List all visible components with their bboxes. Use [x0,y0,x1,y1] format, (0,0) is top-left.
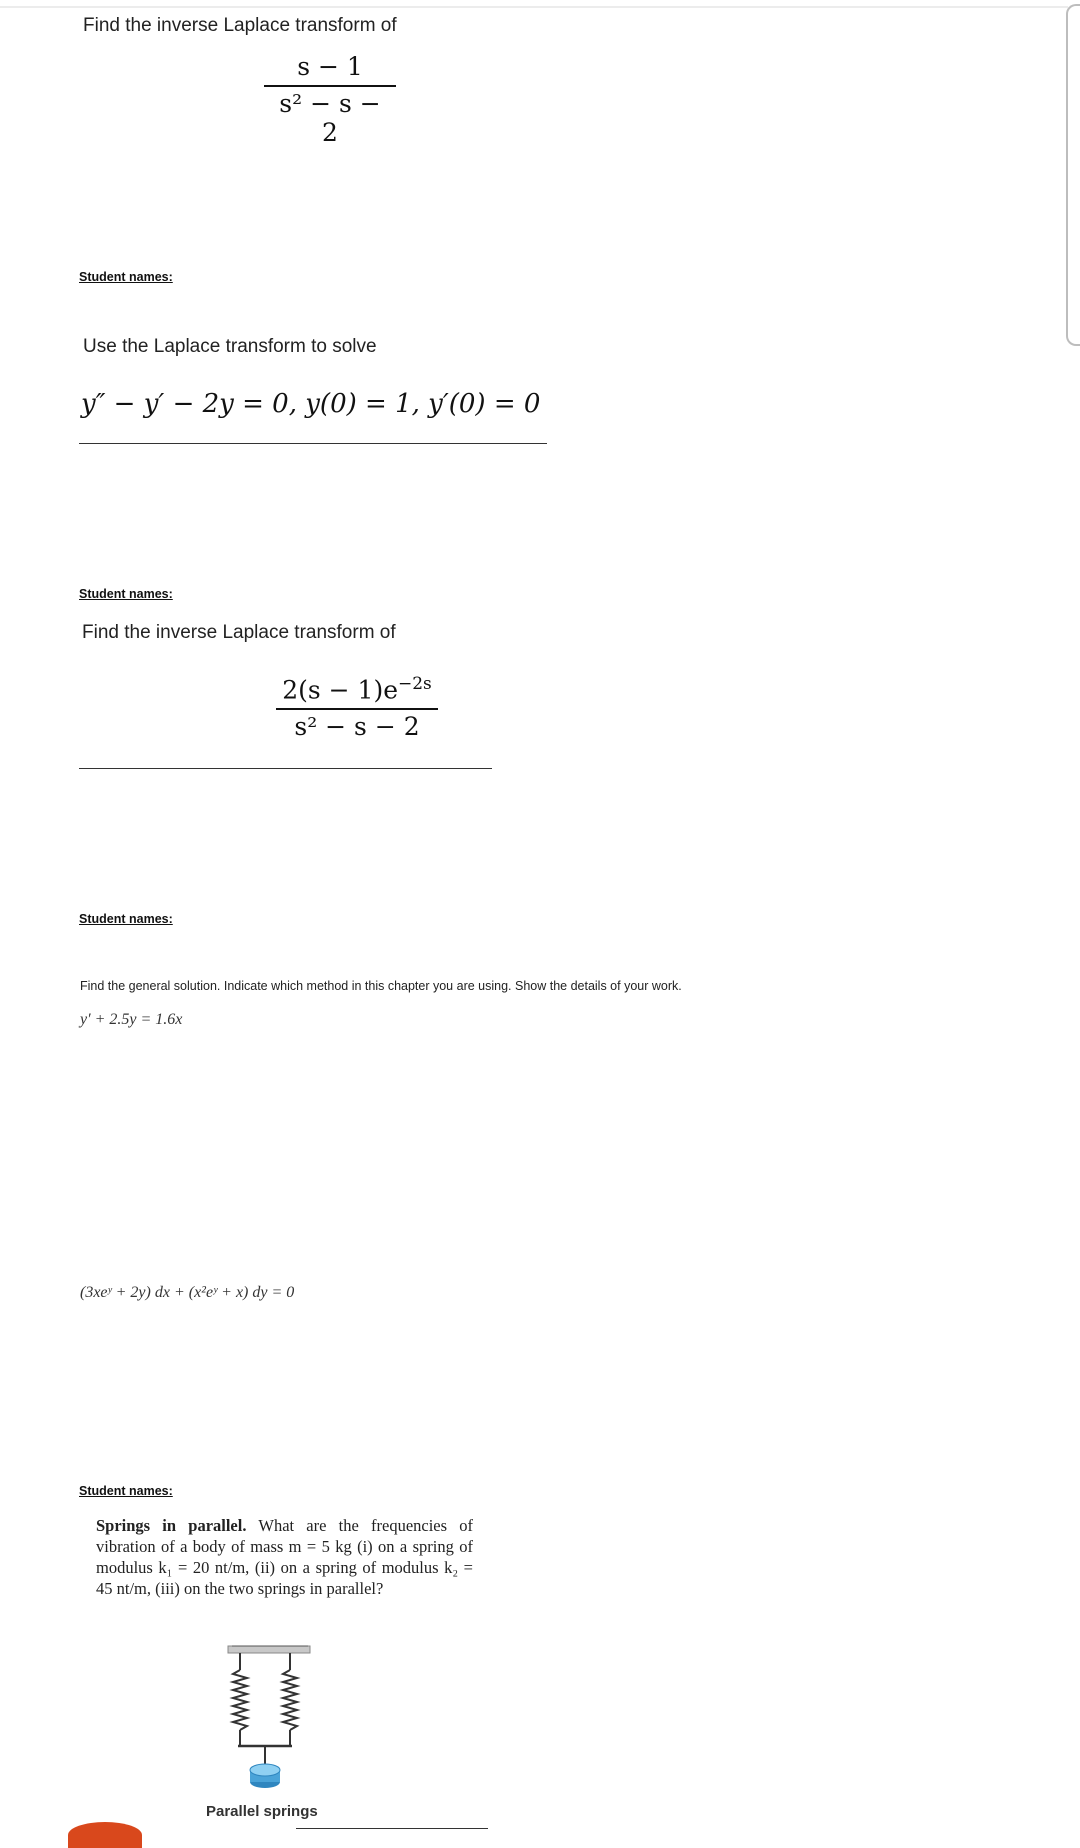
q1-fraction [264,52,396,147]
weight-top [250,1764,280,1776]
q3-numerator [276,674,438,708]
q2-student-names-label: Student names: [79,587,173,601]
figure-caption: Parallel springs [206,1803,318,1820]
q4-student-names-label: Student names: [79,1484,173,1498]
q1-prompt: Find the inverse Laplace transform of [83,15,397,36]
ceiling-support [228,1646,310,1653]
q2-prompt: Use the Laplace transform to solve [83,336,377,357]
spring-right [283,1653,297,1746]
spring-left [233,1653,247,1746]
q1-student-names-label: Student names: [79,270,173,284]
q1-denominator: s² − s − 2 [279,88,381,147]
parallel-springs-figure [224,1640,314,1800]
top-divider [0,6,1068,8]
q5-problem [96,1515,473,1599]
q2-equation: y″ − y′ − 2y = 0, y(0) = 1, y′(0) = 0 [81,389,541,419]
q5-text: What are the frequencies of vibration of a body of mass m = 5 kg (i) on a spring of modulus k₁ = 20 nt/m, (ii) on a spring of modulus k₂ = 45 nt/m, (iii) on the two springs in parallel? [96,1516,473,1598]
q1-numerator: s − 1 [297,52,363,81]
caption-underline [296,1828,488,1829]
q3-denominator: s² − s − 2 [294,711,420,741]
scroll-edge[interactable] [1066,4,1080,346]
corner-badge[interactable] [68,1822,142,1848]
q3-prompt: Find the inverse Laplace transform of [82,622,396,643]
q4-equation-2: (3xeʸ + 2y) dx + (x²eʸ + x) dy = 0 [80,1284,295,1301]
q3-answer-line [79,768,492,769]
q3-student-names-label: Student names: [79,912,173,926]
q2-answer-line [79,443,547,444]
q5-title: Springs in parallel. [96,1516,247,1535]
q3-fraction [276,674,438,741]
q4-prompt: Find the general solution. Indicate which method in this chapter you are using. Show the details of your work. [80,979,682,993]
q3-numerator-base: 2(s − 1)e [282,675,398,705]
q3-numerator-exponent: −2s [398,674,432,694]
q4-equation-1: y′ + 2.5y = 1.6x [80,1011,183,1028]
